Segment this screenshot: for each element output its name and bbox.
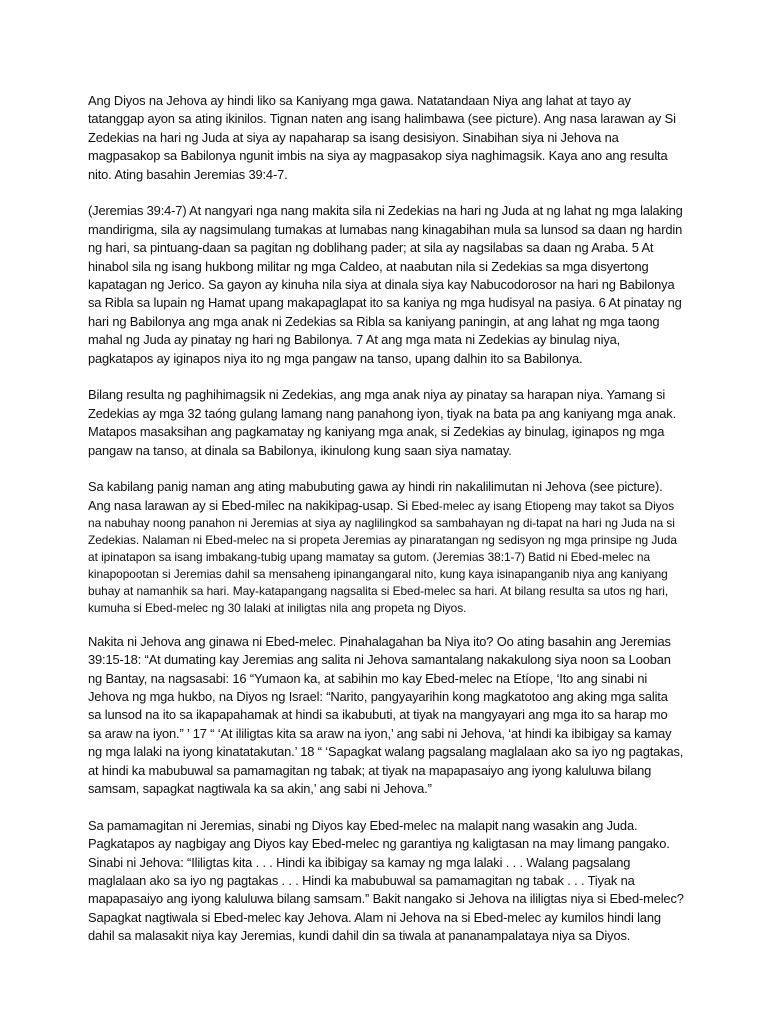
paragraph-conclusion bbox=[88, 817, 684, 946]
paragraph-intro bbox=[88, 92, 684, 184]
paragraph-intro-text: Ang Diyos na Jehova ay hindi liko sa Kaniyang mga gawa. Natatandaan Niya ang lahat at tayo ay tatanggap ayon sa ating ikinilos. Tignan naten ang isang halimbawa (see picture). Ang nasa larawan ay Si Zedekias na hari ng Juda at siya ay napaharap sa isang desisiyon. Sinabihan siya ni Jehova na magpasakop sa Babilonya ngunit imbis na siya ay magpasakop siya naghimagsik. Kaya ano ang resulta nito. Ating basahin Jeremias 39:4-7. bbox=[88, 93, 676, 182]
paragraph-jeremias-39-15-18 bbox=[88, 633, 684, 799]
paragraph-ebed-melec bbox=[88, 478, 684, 616]
paragraph-ebed-melec-intro-text: Sa kabilang panig naman ang ating mabubuting gawa ay hindi rin nakalilimutan ni Jehova (see picture). Ang nasa larawan ay si Ebed-milec na nakikipag-usap. Si bbox=[88, 479, 663, 513]
paragraph-conclusion-text: Sa pamamagitan ni Jeremias, sinabi ng Diyos kay Ebed-melec na malapit nang wasakin ang Juda. Pagkatapos ay nagbigay ang Diyos kay Ebed-melec ng garantiya ng kaligtasan na may limang pangako. Sinabi ni Jehova: “Ililigtas kita . . . Hindi ka ibibigay sa kamay ng mga lalaki . . . Walang pagsalang maglalaan ako sa iyo ng pagtakas . . . Hindi ka mabubuwal sa pamamagitan ng tabak . . . Tiyak na mapapasaiyo ang iyong kaluluwa bilang samsam.” Bakit nangako si Jehova na ililigtas niya si Ebed-melec? Sapagkat nagtiwala si Ebed-melec kay Jehova. Alam ni Jehova na si Ebed-melec ay kumilos hindi lang dahil sa malasakit niya kay Jeremias, kundi dahil din sa tiwala at pananampalataya niya sa Diyos. bbox=[88, 817, 684, 944]
paragraph-jeremias-39-15-18-text: Nakita ni Jehova ang ginawa ni Ebed-melec. Pinahalagahan ba Niya ito? Oo ating basahin ang Jeremias 39:15-18: “At dumating kay Jeremias ang salita ni Jehova samantalang nakakulong siya noon sa Looban ng Bantay, na nagsasabi: 16 “Yumaon ka, at sabihin mo kay Ebed-melec na Etíope, ‘Ito ang sinabi ni Jehova ng mga hukbo, na Diyos ng Israel: “Narito, pangyayarihin kong magkatotoo ang aking mga salita sa lunsod na ito sa ikapapahamak at hindi sa ikabubuti, at tiyak na mangyayari ang mga ito sa harap mo sa araw na iyon.” ’ 17 “ ‘At ililigtas kita sa araw na iyon,’ ang sabi ni Jehova, ‘at hindi ka ibibigay sa kamay ng mga lalaki na iyong kinatatakutan.’ 18 “ ‘Sapagkat walang pagsalang maglalaan ako sa iyo ng pagtakas, at hindi ka mabubuwal sa pamamagitan ng tabak; at tiyak na mapapasaiyo ang iyong kaluluwa bilang samsam, sapagkat nagtiwala ka sa akin,’ ang sabi ni Jehova.” bbox=[88, 633, 684, 796]
paragraph-zedekias-result bbox=[88, 386, 684, 460]
paragraph-zedekias-result-text: Bilang resulta ng paghihimagsik ni Zedekias, ang mga anak niya ay pinatay sa harapan niya. Yamang si Zedekias ay mga 32 taóng gulang lamang nang panahong iyon, tiyak na bata pa ang kaniyang mga anak. Matapos masaksihan ang pagkamatay ng kaniyang mga anak, si Zedekias ay binulag, iginapos ng mga pangaw na tanso, at dinala sa Babilonya, ikinulong kung saan siya namatay. bbox=[88, 387, 677, 458]
paragraph-jeremias-39-4-7-text: (Jeremias 39:4-7) At nangyari nga nang makita sila ni Zedekias na hari ng Juda at ng lahat ng mga lalaking mandirigma, sila ay nagsimulang tumakas at lumabas nang kinagabihan mula sa lunsod sa daan ng hardin ng hari, sa pintuang-daan sa pagitan ng doblihang pader; at sila ay nagsilabas sa daan ng Araba. 5 At hinabol sila ng isang hukbong militar ng mga Caldeo, at naabutan nila si Zedekias sa mga disyertong kapatagan ng Jerico. Sa gayon ay kinuha nila siya at dinala siya kay Nabucodorosor na hari ng Babilonya sa Ribla sa lupain ng Hamat upang makapaglapat ito sa kaniya ng mga hudisyal na pasiya. 6 At pinatay ng hari ng Babilonya ang mga anak ni Zedekias sa Ribla sa kaniyang paningin, at ang lahat ng mga taong mahal ng Juda ay pinatay ng hari ng Babilonya. 7 At ang mga mata ni Zedekias ay binulag niya, pagkatapos ay iginapos niya ito ng mga pangaw na tanso, upang dalhin ito sa Babilonya. bbox=[88, 203, 683, 366]
paragraph-jeremias-39-4-7 bbox=[88, 202, 684, 368]
document-page bbox=[88, 92, 684, 964]
paragraph-ebed-melec-body-text: Ebed-melec ay isang Etiopeng may takot sa Diyos na nabuhay noong panahon ni Jeremias at siya ay naglilingkod sa sambahayan ng di-tapat na hari ng Juda na si Zedekias. Nalaman ni Ebed-melec na si propeta Jeremias ay pinaratangan ng sedisyon ng mga prinsipe ng Juda at ipinatapon sa isang imbakang-tubig upang mamatay sa gutom. (Jeremias 38:1-7) Batid ni Ebed-melec na kinapopootan si Jeremias dahil sa mensaheng ipinangangaral nito, kung kaya isinapanganib niya ang kaniyang buhay at namanhik sa hari. May-katapangang nagsalita si Ebed-melec sa hari. At bilang resulta sa utos ng hari, kumuha si Ebed-melec ng 30 lalaki at iniligtas nila ang propeta ng Diyos. bbox=[88, 498, 677, 615]
